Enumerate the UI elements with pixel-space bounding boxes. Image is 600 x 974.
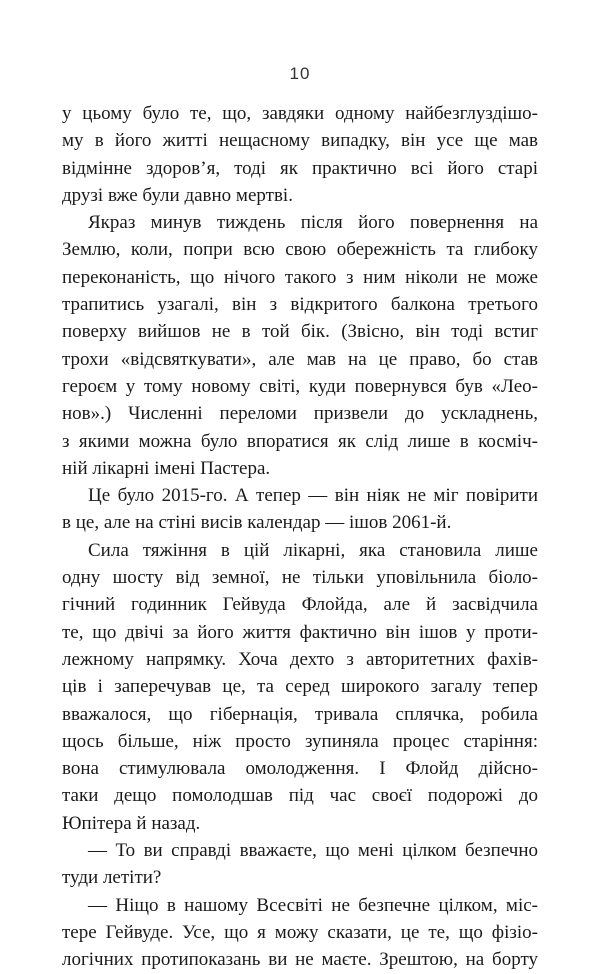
text-line: лежному напрямку. Хоча дехто з авторитетних фахів- xyxy=(62,648,538,670)
text-line: му в його житті нещасному випадку, він усе ще мав xyxy=(62,130,538,152)
text-line: вважалося, що гібернація, тривала сплячка, робила xyxy=(62,703,538,725)
text-line: у цьому було те, що, завдяки одному найбезглуздішо- xyxy=(62,103,538,124)
body-text xyxy=(62,100,538,974)
text-line: таки дещо помолодшав під час своєї подорожі до xyxy=(62,785,538,807)
text-line: поверху вийшов не в той бік. (Звісно, він тоді встиг xyxy=(62,321,538,343)
text-line: переконаність, що нічого такого з ним ніколи не може xyxy=(62,266,538,288)
text-line: Юпітера й назад. xyxy=(62,812,201,834)
page-number: 10 xyxy=(289,64,311,83)
text-line: Землю, коли, попри всю свою обережність та глибоку xyxy=(62,239,538,261)
text-line: — Ніщо в нашому Всесвіті не безпечне цілком, міс- xyxy=(88,894,538,916)
text-line: Якраз минув тиждень після його повернення на xyxy=(88,212,538,234)
text-line: туди летіти? xyxy=(62,867,162,889)
text-line: ній лікарні імені Пастера. xyxy=(62,457,271,479)
text-line: трапитись узагалі, він з відкритого балкона третього xyxy=(62,294,538,316)
text-line: гічний годинник Гейвуда Флойда, але й засвідчила xyxy=(62,594,538,616)
text-line: героєм у тому новому світі, куди повернувся був «Лео- xyxy=(62,375,538,397)
text-line: — То ви справді вважаєте, що мені цілком безпечно xyxy=(88,840,538,862)
text-line: Сила тяжіння в цій лікарні, яка становила лише xyxy=(88,539,538,561)
text-line: щось більше, ніж просто зупиняла процес старіння: xyxy=(62,730,538,752)
text-line: в це, але на стіні висів календар — ішов 2061-й. xyxy=(62,512,452,534)
text-line: трохи «відсвяткувати», але мав на це право, бо став xyxy=(62,348,538,370)
text-line: Це було 2015-го. А тепер — він ніяк не міг повірити xyxy=(88,485,538,507)
text-line: ців і заперечував це, та серед широкого загалу тепер xyxy=(62,676,538,698)
text-line: друзі вже були давно мертві. xyxy=(62,184,293,206)
text-line: те, що двічі за його життя фактично він ішов у проти- xyxy=(62,621,538,643)
text-line: з якими можна було впоратися як слід лише в косміч- xyxy=(62,430,538,452)
text-line: відмінне здоров’я, тоді як практично всі його старі xyxy=(62,157,538,179)
text-line: одну шосту від земної, не тільки уповільнила біоло- xyxy=(62,567,538,589)
text-line: логічних протипоказань ви не маєте. Зрештою, на борту xyxy=(62,949,538,971)
text-line: нов».) Численні переломи призвели до ускладнень, xyxy=(62,403,538,425)
text-line: вона стимулювала омолодження. І Флойд дійсно- xyxy=(62,758,538,780)
text-line: тере Гейвуде. Усе, що я можу сказати, це те, що фізіо- xyxy=(62,921,538,943)
